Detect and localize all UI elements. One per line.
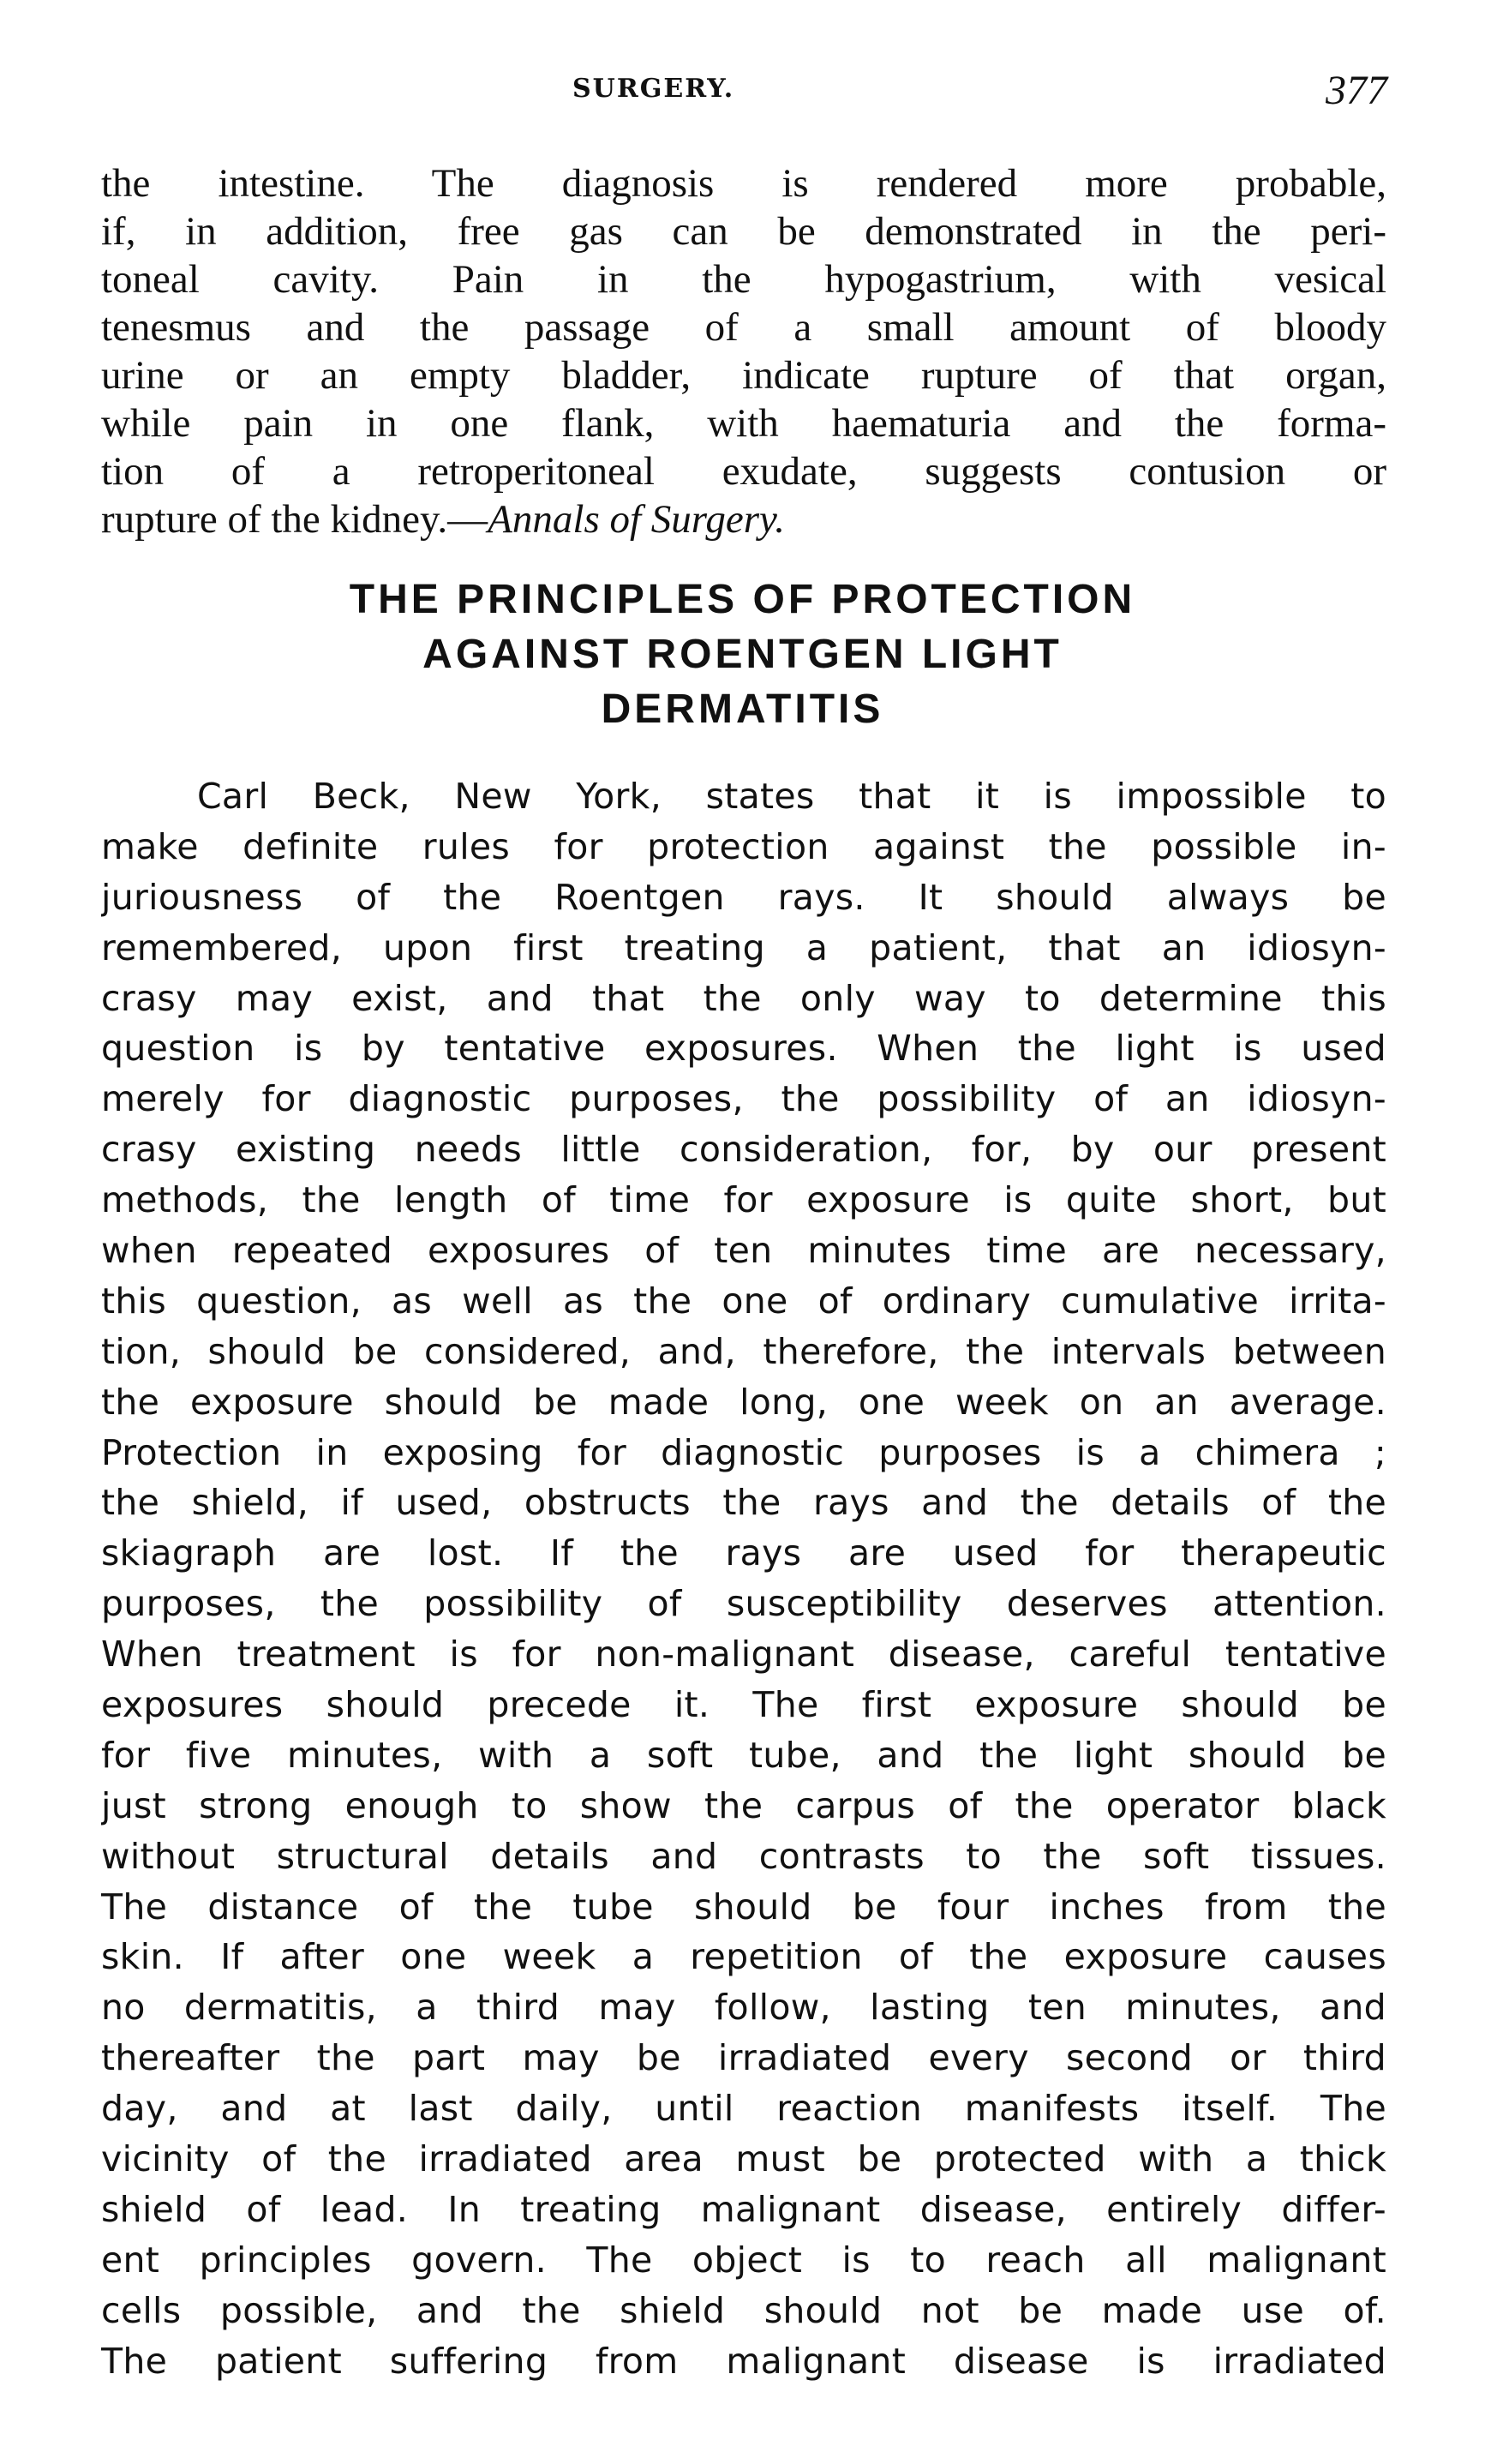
- text-line: Carl Beck, New York, states that it is impossible to: [197, 776, 1386, 817]
- text-line: when repeated exposures of ten minutes time are necessary,: [101, 1230, 1386, 1272]
- text-line: while pain in one flank, with haematuria and the forma-: [101, 401, 1386, 446]
- page-header: [0, 67, 1485, 127]
- text-line: skin. If after one week a repetition of the exposure causes: [101, 1936, 1386, 1978]
- text-line: no dermatitis, a third may follow, lasting ten minutes, and: [101, 1987, 1386, 2029]
- text-line: merely for diagnostic purposes, the possibility of an idiosyn-: [101, 1078, 1386, 1120]
- text-line: if, in addition, free gas can be demonstrated in the peri-: [101, 209, 1386, 254]
- text-line: When treatment is for non-malignant disease, careful tentative: [101, 1634, 1386, 1676]
- text-line: without structural details and contrasts to the soft tissues.: [101, 1835, 1386, 1877]
- title-line: DERMATITIS: [601, 686, 884, 732]
- text-line: thereafter the part may be irradiated every second or third: [101, 2037, 1386, 2079]
- page-number: 377: [1326, 68, 1387, 113]
- text-line: vicinity of the irradiated area must be protected with a thick: [101, 2138, 1386, 2180]
- text-line: crasy may exist, and that the only way to determine this: [101, 977, 1386, 1019]
- journal-citation: Annals of Surgery.: [488, 497, 786, 542]
- text-line: the shield, if used, obstructs the rays and the details of the: [101, 1482, 1386, 1524]
- text-line: make definite rules for protection against the possible in-: [101, 825, 1386, 867]
- text-line: question is by tentative exposures. When the light is used: [101, 1028, 1386, 1070]
- text-line: The distance of the tube should be four inches from the: [101, 1885, 1386, 1927]
- text-line: skiagraph are lost. If the rays are used for therapeutic: [101, 1532, 1386, 1574]
- text-line: the exposure should be made long, one week on an average.: [101, 1381, 1386, 1423]
- text-line: exposures should precede it. The first exposure should be: [101, 1684, 1386, 1726]
- text-line: the intestine. The diagnosis is rendered more probable,: [101, 161, 1386, 206]
- text-line: shield of lead. In treating malignant disease, entirely differ-: [101, 2188, 1386, 2230]
- text-line: day, and at last daily, until reaction manifests itself. The: [101, 2088, 1386, 2130]
- text-line: remembered, upon first treating a patient, that an idiosyn-: [101, 926, 1386, 968]
- article-title: [0, 573, 1485, 737]
- text-line: juriousness of the Roentgen rays. It should always be: [101, 876, 1386, 918]
- text-line: tion of a retroperitoneal exudate, suggests contusion or: [101, 449, 1386, 494]
- text-line: ent principles govern. The object is to reach all malignant: [101, 2239, 1386, 2281]
- text-line: for five minutes, with a soft tube, and the light should be: [101, 1734, 1386, 1776]
- title-line: THE PRINCIPLES OF PROTECTION: [349, 577, 1136, 622]
- text-line: this question, as well as the one of ordinary cumulative irrita-: [101, 1280, 1386, 1322]
- text-line: tion, should be considered, and, therefore, the intervals between: [101, 1330, 1386, 1372]
- intro-paragraph: [101, 159, 1386, 543]
- text-line: just strong enough to show the carpus of the operator black: [101, 1784, 1386, 1826]
- text-line: purposes, the possibility of susceptibility deserves attention.: [101, 1583, 1386, 1625]
- text-line: methods, the length of time for exposure is quite short, but: [101, 1179, 1386, 1221]
- title-line: AGAINST ROENTGEN LIGHT: [422, 632, 1063, 677]
- text-line: urine or an empty bladder, indicate rupture of that organ,: [101, 353, 1386, 398]
- text-line: crasy existing needs little consideration, for, by our present: [101, 1129, 1386, 1171]
- text-line: tenesmus and the passage of a small amount of bloody: [101, 305, 1386, 350]
- text-line: The patient suffering from malignant disease is irradiated: [101, 2340, 1386, 2382]
- text-line: Protection in exposing for diagnostic purposes is a chimera ;: [101, 1431, 1386, 1473]
- text-line: toneal cavity. Pain in the hypogastrium, with vesical: [101, 257, 1386, 302]
- running-head: SURGERY.: [572, 74, 735, 104]
- text-line: cells possible, and the shield should not be made use of.: [101, 2289, 1386, 2331]
- text-line: [101, 495, 1386, 543]
- article-body: [101, 771, 1386, 2387]
- last-line-text: rupture of the kidney.—: [101, 497, 488, 542]
